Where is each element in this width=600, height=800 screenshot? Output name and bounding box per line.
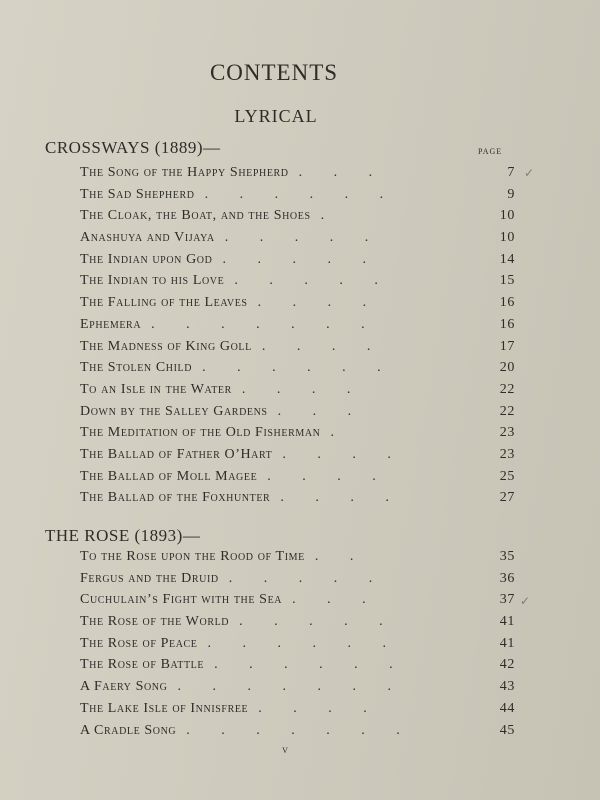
toc-entry	[80, 162, 515, 184]
section-heading-crossways: CROSSWAYS (1889)—	[45, 138, 221, 157]
toc-entry-leader: . . .	[277, 403, 366, 419]
toc-entry-page-number: 43	[499, 679, 515, 695]
toc-entry-leader: . . . .	[280, 490, 403, 506]
toc-entry-page-number: 16	[499, 316, 515, 332]
toc-entry-page-number: 36	[499, 570, 515, 586]
toc-entry-title: The Ballad of Father O’Hart	[80, 446, 273, 462]
toc-entry-title: The Indian upon God	[80, 251, 213, 267]
toc-list-the-rose	[80, 546, 515, 741]
toc-entry	[80, 270, 515, 292]
toc-entry-title: Cuchulain’s Fight with the Sea	[80, 592, 283, 608]
pencil-tick-icon: ✓	[520, 594, 531, 608]
toc-entry	[80, 546, 515, 568]
toc-entry	[80, 227, 515, 249]
toc-entry-leader: . . . .	[261, 338, 385, 354]
toc-entry-title: The Rose of Battle	[80, 657, 205, 673]
toc-entry-title: The Ballad of Moll Magee	[80, 468, 258, 484]
toc-entry	[80, 314, 515, 336]
toc-entry-leader: . . . . . .	[207, 635, 400, 651]
section-heading-the-rose: THE ROSE (1893)—	[45, 526, 201, 545]
toc-entry-page-number: 22	[499, 403, 515, 419]
toc-entry	[80, 698, 515, 720]
toc-entry	[80, 249, 515, 271]
toc-entry-leader: . . . .	[258, 700, 381, 716]
page-column-label: PAGE	[478, 147, 503, 156]
toc-entry-leader: . . . . .	[239, 614, 397, 630]
toc-entry-page-number: 42	[499, 657, 515, 673]
toc-entry-leader: . . . . .	[234, 273, 392, 289]
toc-entry-leader: . . . . .	[224, 230, 383, 246]
toc-list-crossways	[80, 162, 515, 509]
toc-entry	[80, 487, 515, 509]
toc-entry	[80, 379, 515, 401]
toc-entry-leader: . . . . . .	[202, 360, 395, 376]
pencil-tick-icon: ✓	[524, 166, 535, 180]
toc-entry	[80, 401, 515, 423]
toc-entry-title: The Falling of the Leaves	[80, 295, 248, 311]
toc-entry-page-number: 10	[499, 208, 515, 224]
toc-entry-page-number: 20	[499, 360, 515, 376]
toc-entry-page-number: 16	[499, 295, 515, 311]
toc-entry-page-number: 44	[499, 700, 515, 716]
toc-entry-title: The Ballad of the Foxhunter	[80, 490, 271, 506]
toc-entry-title: Anashuya and Vijaya	[80, 230, 215, 246]
toc-entry-page-number: 35	[499, 549, 515, 564]
toc-entry-page-number: 17	[499, 338, 515, 354]
toc-entry	[80, 466, 515, 488]
toc-entry-title: A Cradle Song	[80, 722, 177, 738]
toc-entry	[80, 184, 515, 206]
toc-entry-page-number: 37	[499, 592, 515, 608]
toc-entry-title: The Cloak, the Boat, and the Shoes	[80, 208, 311, 224]
toc-entry-page-number: 27	[499, 490, 515, 506]
toc-entry-leader: . . . .	[257, 295, 381, 311]
toc-entry-page-number: 23	[499, 446, 515, 462]
toc-entry-page-number: 9	[507, 186, 515, 202]
page-subtitle: LYRICAL	[234, 106, 318, 126]
toc-entry	[80, 357, 515, 379]
toc-entry-title: The Rose of the World	[80, 614, 230, 630]
toc-entry	[80, 589, 515, 611]
toc-entry-page-number: 22	[499, 381, 515, 397]
toc-entry	[80, 676, 515, 698]
toc-entry	[80, 444, 515, 466]
toc-entry-title: The Song of the Happy Shepherd	[80, 165, 289, 180]
toc-entry-title: To the Rose upon the Rood of Time	[80, 549, 305, 564]
toc-entry-page-number: 10	[499, 230, 515, 246]
toc-entry-title: The Meditation of the Old Fisherman	[80, 425, 321, 441]
toc-entry-title: To an Isle in the Water	[80, 381, 232, 397]
toc-entry-leader: . . . . . . .	[177, 679, 405, 695]
toc-entry-leader: . . . .	[267, 468, 390, 484]
toc-entry-title: The Rose of Peace	[80, 635, 198, 651]
toc-entry-leader: . . .	[292, 592, 380, 608]
toc-entry-title: Fergus and the Druid	[80, 570, 219, 586]
toc-entry-leader: . .	[314, 549, 368, 564]
toc-entry-leader: . . . . .	[228, 570, 387, 586]
toc-entry-leader: . . . . .	[222, 251, 380, 267]
toc-entry	[80, 422, 515, 444]
toc-entry-title: The Madness of King Goll	[80, 338, 252, 354]
toc-entry-title: Ephemera	[80, 316, 142, 332]
toc-entry	[80, 292, 515, 314]
toc-entry-leader: . . . .	[282, 446, 405, 462]
toc-entry-title: A Faery Song	[80, 679, 168, 695]
toc-entry-page-number: 41	[499, 614, 515, 630]
toc-entry-leader: . . . .	[241, 381, 365, 397]
toc-entry-page-number: 41	[499, 635, 515, 651]
toc-entry	[80, 633, 515, 655]
toc-entry-title: The Sad Shepherd	[80, 186, 195, 202]
toc-entry	[80, 654, 515, 676]
toc-entry-page-number: 23	[499, 425, 515, 441]
toc-entry-page-number: 7	[507, 165, 515, 180]
page-number-footer: v	[282, 742, 288, 756]
toc-entry	[80, 611, 515, 633]
toc-entry-leader: . . . . . . .	[186, 722, 414, 738]
toc-entry	[80, 568, 515, 590]
toc-entry-page-number: 25	[499, 468, 515, 484]
toc-entry-page-number: 14	[499, 251, 515, 267]
toc-entry-leader: . . . . . .	[204, 186, 398, 202]
toc-entry-title: Down by the Salley Gardens	[80, 403, 268, 419]
toc-entry-leader: . . . . . .	[214, 657, 407, 673]
toc-entry-page-number: 15	[499, 273, 515, 289]
toc-entry-leader: . . .	[298, 165, 387, 180]
toc-entry-leader: . . . . . . .	[151, 316, 379, 332]
toc-entry-leader: .	[320, 208, 339, 224]
toc-entry-title: The Lake Isle of Innisfree	[80, 700, 249, 716]
page-title: CONTENTS	[209, 60, 339, 85]
toc-entry-title: The Indian to his Love	[80, 273, 225, 289]
toc-entry-page-number: 45	[499, 722, 515, 738]
toc-entry	[80, 205, 515, 227]
toc-entry	[80, 720, 515, 742]
toc-entry-title: The Stolen Child	[80, 360, 193, 376]
toc-entry	[80, 336, 515, 358]
toc-entry-leader: .	[330, 425, 348, 441]
